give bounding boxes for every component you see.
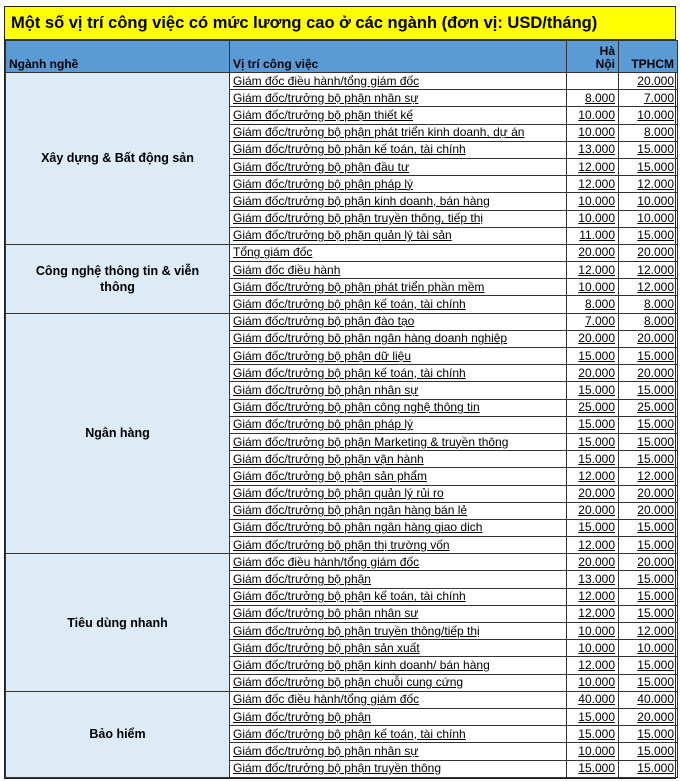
- position-cell: Giám đốc/trưởng bộ phận kế toán, tài chính: [230, 726, 567, 743]
- hcm-salary-cell: 40.000: [619, 691, 678, 708]
- hcm-salary-cell: 10.000: [619, 210, 678, 227]
- hanoi-salary-cell: 12.000: [567, 537, 619, 554]
- hanoi-salary-cell: 15.000: [567, 519, 619, 536]
- hanoi-salary-cell: 10.000: [567, 623, 619, 640]
- hcm-salary-cell: 20.000: [619, 330, 678, 347]
- hcm-salary-cell: 8.000: [619, 124, 678, 141]
- position-cell: Giám đốc/trưởng bộ phận đầu tư: [230, 158, 567, 175]
- position-cell: Giám đốc/trưởng bộ phận nhân sự: [230, 743, 567, 760]
- position-cell: Giám đốc/trưởng bộ phận pháp lý: [230, 416, 567, 433]
- position-cell: Giám đốc/trưởng bộ phận kinh doanh/ bán hàng: [230, 657, 567, 674]
- position-cell: Giám đốc/trưởng bộ phận Marketing & truyền thông: [230, 433, 567, 450]
- hcm-salary-cell: 15.000: [619, 605, 678, 622]
- hcm-salary-cell: 10.000: [619, 193, 678, 210]
- salary-table: [5, 40, 678, 778]
- position-cell: Giám đốc/trưởng bộ phận đào tạo: [230, 313, 567, 330]
- hanoi-salary-cell: 20.000: [567, 365, 619, 382]
- header-sector: Ngành nghề: [6, 41, 230, 73]
- position-cell: Giám đốc/trưởng bộ phận vận hành: [230, 451, 567, 468]
- hcm-salary-cell: 15.000: [619, 743, 678, 760]
- hanoi-salary-cell: 13.000: [567, 571, 619, 588]
- position-cell: Giám đốc/trưởng bộ phận nhân sự: [230, 382, 567, 399]
- hanoi-salary-cell: 15.000: [567, 760, 619, 777]
- table-row: [6, 313, 678, 330]
- hanoi-salary-cell: 12.000: [567, 262, 619, 279]
- hanoi-salary-cell: 20.000: [567, 330, 619, 347]
- hanoi-salary-cell: 10.000: [567, 107, 619, 124]
- header-hanoi-line1: Hà: [599, 44, 615, 58]
- position-cell: Giám đốc/trưởng bộ phận công nghệ thông tin: [230, 399, 567, 416]
- position-cell: Giám đốc/trưởng bộ phận quản lý tài sản: [230, 227, 567, 244]
- hcm-salary-cell: 20.000: [619, 365, 678, 382]
- position-cell: Giám đốc/trưởng bộ phận sản phẩm: [230, 468, 567, 485]
- hcm-salary-cell: 15.000: [619, 227, 678, 244]
- hanoi-salary-cell: 10.000: [567, 743, 619, 760]
- hcm-salary-cell: 20.000: [619, 244, 678, 261]
- hanoi-salary-cell: 15.000: [567, 348, 619, 365]
- table-row: [6, 691, 678, 708]
- hanoi-salary-cell: 12.000: [567, 657, 619, 674]
- position-cell: Giám đốc/trưởng bộ phận truyền thông: [230, 760, 567, 777]
- position-cell: Giám đốc/trưởng bộ phận: [230, 571, 567, 588]
- hcm-salary-cell: 15.000: [619, 451, 678, 468]
- hanoi-salary-cell: [567, 73, 619, 90]
- hcm-salary-cell: 8.000: [619, 296, 678, 313]
- position-cell: Giám đốc/trưởng bộ phận kế toán, tài chính: [230, 365, 567, 382]
- position-cell: Giám đốc/trưởng bộ phận ngân hàng bán lẻ: [230, 502, 567, 519]
- position-cell: Giám đốc/trưởng bộ phận kinh doanh, bán hàng: [230, 193, 567, 210]
- sector-cell: Ngân hàng: [6, 313, 230, 554]
- position-cell: Giám đốc/trưởng bộ phận kế toán, tài chính: [230, 141, 567, 158]
- hcm-salary-cell: 15.000: [619, 433, 678, 450]
- hcm-salary-cell: 20.000: [619, 554, 678, 571]
- position-cell: Giám đốc/trưởng bộ phận phát triển phần mềm: [230, 279, 567, 296]
- position-cell: Giám đốc/trưởng bộ phận ngân hàng doanh nghiệp: [230, 330, 567, 347]
- sector-cell: Tiêu dùng nhanh: [6, 554, 230, 692]
- hanoi-salary-cell: 25.000: [567, 399, 619, 416]
- position-cell: Giám đốc điều hành: [230, 262, 567, 279]
- hanoi-salary-cell: 20.000: [567, 502, 619, 519]
- hcm-salary-cell: 8.000: [619, 313, 678, 330]
- hanoi-salary-cell: 20.000: [567, 554, 619, 571]
- hcm-salary-cell: 15.000: [619, 348, 678, 365]
- position-cell: Giám đốc/trưởng bộ phận nhân sự: [230, 90, 567, 107]
- hanoi-salary-cell: 12.000: [567, 605, 619, 622]
- hanoi-salary-cell: 10.000: [567, 640, 619, 657]
- hcm-salary-cell: 20.000: [619, 708, 678, 725]
- position-cell: Giám đốc/trưởng bộ phận kế toán, tài chính: [230, 588, 567, 605]
- table-row: [6, 554, 678, 571]
- hcm-salary-cell: 15.000: [619, 657, 678, 674]
- hanoi-salary-cell: 20.000: [567, 485, 619, 502]
- hanoi-salary-cell: 15.000: [567, 451, 619, 468]
- hanoi-salary-cell: 10.000: [567, 210, 619, 227]
- hcm-salary-cell: 15.000: [619, 537, 678, 554]
- hanoi-salary-cell: 12.000: [567, 158, 619, 175]
- hcm-salary-cell: 20.000: [619, 485, 678, 502]
- position-cell: Giám đốc điều hành/tổng giám đốc: [230, 554, 567, 571]
- hcm-salary-cell: 15.000: [619, 382, 678, 399]
- hanoi-salary-cell: 13.000: [567, 141, 619, 158]
- position-cell: Giám đốc điều hành/tổng giám đốc: [230, 73, 567, 90]
- hanoi-salary-cell: 15.000: [567, 382, 619, 399]
- hcm-salary-cell: 10.000: [619, 640, 678, 657]
- position-cell: Giám đốc/trưởng bộ phận kế toán, tài chính: [230, 296, 567, 313]
- hanoi-salary-cell: 10.000: [567, 674, 619, 691]
- sector-cell: Công nghệ thông tin & viễn thông: [6, 244, 230, 313]
- hcm-salary-cell: 15.000: [619, 760, 678, 777]
- hcm-salary-cell: 15.000: [619, 588, 678, 605]
- hcm-salary-cell: 15.000: [619, 571, 678, 588]
- hcm-salary-cell: 20.000: [619, 73, 678, 90]
- hanoi-salary-cell: 12.000: [567, 468, 619, 485]
- header-position: Vị trí công việc: [230, 41, 567, 73]
- hanoi-salary-cell: 15.000: [567, 726, 619, 743]
- hanoi-salary-cell: 10.000: [567, 279, 619, 296]
- hcm-salary-cell: 25.000: [619, 399, 678, 416]
- hcm-salary-cell: 12.000: [619, 623, 678, 640]
- header-row: [6, 41, 678, 73]
- position-cell: Giám đốc/trưởng bộ phận quản lý rủi ro: [230, 485, 567, 502]
- position-cell: Giám đốc/trưởng bộ phận dữ liệu: [230, 348, 567, 365]
- header-hanoi-line2: Nội: [595, 57, 615, 71]
- header-hcm: TPHCM: [619, 41, 678, 73]
- hanoi-salary-cell: 15.000: [567, 708, 619, 725]
- hanoi-salary-cell: 12.000: [567, 176, 619, 193]
- hanoi-salary-cell: 10.000: [567, 124, 619, 141]
- position-cell: Giám đốc/trưởng bộ phận nhân sự: [230, 605, 567, 622]
- hanoi-salary-cell: 8.000: [567, 296, 619, 313]
- hanoi-salary-cell: 40.000: [567, 691, 619, 708]
- table-row: [6, 244, 678, 261]
- hcm-salary-cell: 15.000: [619, 519, 678, 536]
- hcm-salary-cell: 12.000: [619, 468, 678, 485]
- table-row: [6, 73, 678, 90]
- position-cell: Giám đốc/trưởng bộ phận truyền thông/tiếp thị: [230, 623, 567, 640]
- position-cell: Giám đốc/trưởng bộ phận truyền thông, tiếp thị: [230, 210, 567, 227]
- position-cell: Giám đốc/trưởng bộ phận sản xuất: [230, 640, 567, 657]
- position-cell: Giám đốc/trưởng bộ phận phát triển kinh doanh, dự án: [230, 124, 567, 141]
- position-cell: Giám đốc/trưởng bộ phận thiết kế: [230, 107, 567, 124]
- header-hanoi: [567, 41, 619, 73]
- hanoi-salary-cell: 12.000: [567, 588, 619, 605]
- hanoi-salary-cell: 20.000: [567, 244, 619, 261]
- position-cell: Giám đốc điều hành/tổng giám đốc: [230, 691, 567, 708]
- hcm-salary-cell: 20.000: [619, 502, 678, 519]
- hcm-salary-cell: 15.000: [619, 141, 678, 158]
- hanoi-salary-cell: 8.000: [567, 90, 619, 107]
- hcm-salary-cell: 7.000: [619, 90, 678, 107]
- position-cell: Giám đốc/trưởng bộ phận ngân hàng giao dịch: [230, 519, 567, 536]
- hcm-salary-cell: 12.000: [619, 176, 678, 193]
- hanoi-salary-cell: 11.000: [567, 227, 619, 244]
- position-cell: Tổng giám đốc: [230, 244, 567, 261]
- salary-sheet: [4, 6, 676, 779]
- sector-cell: Bảo hiểm: [6, 691, 230, 777]
- position-cell: Giám đốc/trưởng bộ phận: [230, 708, 567, 725]
- hcm-salary-cell: 10.000: [619, 107, 678, 124]
- hcm-salary-cell: 15.000: [619, 726, 678, 743]
- hanoi-salary-cell: 10.000: [567, 193, 619, 210]
- sector-cell: Xây dựng & Bất động sản: [6, 73, 230, 245]
- sheet-title: Một số vị trí công việc có mức lương cao ở các ngành (đơn vị: USD/tháng): [5, 7, 675, 40]
- hanoi-salary-cell: 15.000: [567, 433, 619, 450]
- hanoi-salary-cell: 7.000: [567, 313, 619, 330]
- hcm-salary-cell: 15.000: [619, 674, 678, 691]
- position-cell: Giám đốc/trưởng bộ phận thị trường vốn: [230, 537, 567, 554]
- position-cell: Giám đốc/trưởng bộ phận pháp lý: [230, 176, 567, 193]
- hanoi-salary-cell: 15.000: [567, 416, 619, 433]
- hcm-salary-cell: 15.000: [619, 416, 678, 433]
- table-body: [6, 73, 678, 778]
- position-cell: Giám đốc/trưởng bộ phận chuỗi cung cứng: [230, 674, 567, 691]
- hcm-salary-cell: 12.000: [619, 279, 678, 296]
- hcm-salary-cell: 15.000: [619, 158, 678, 175]
- hcm-salary-cell: 12.000: [619, 262, 678, 279]
